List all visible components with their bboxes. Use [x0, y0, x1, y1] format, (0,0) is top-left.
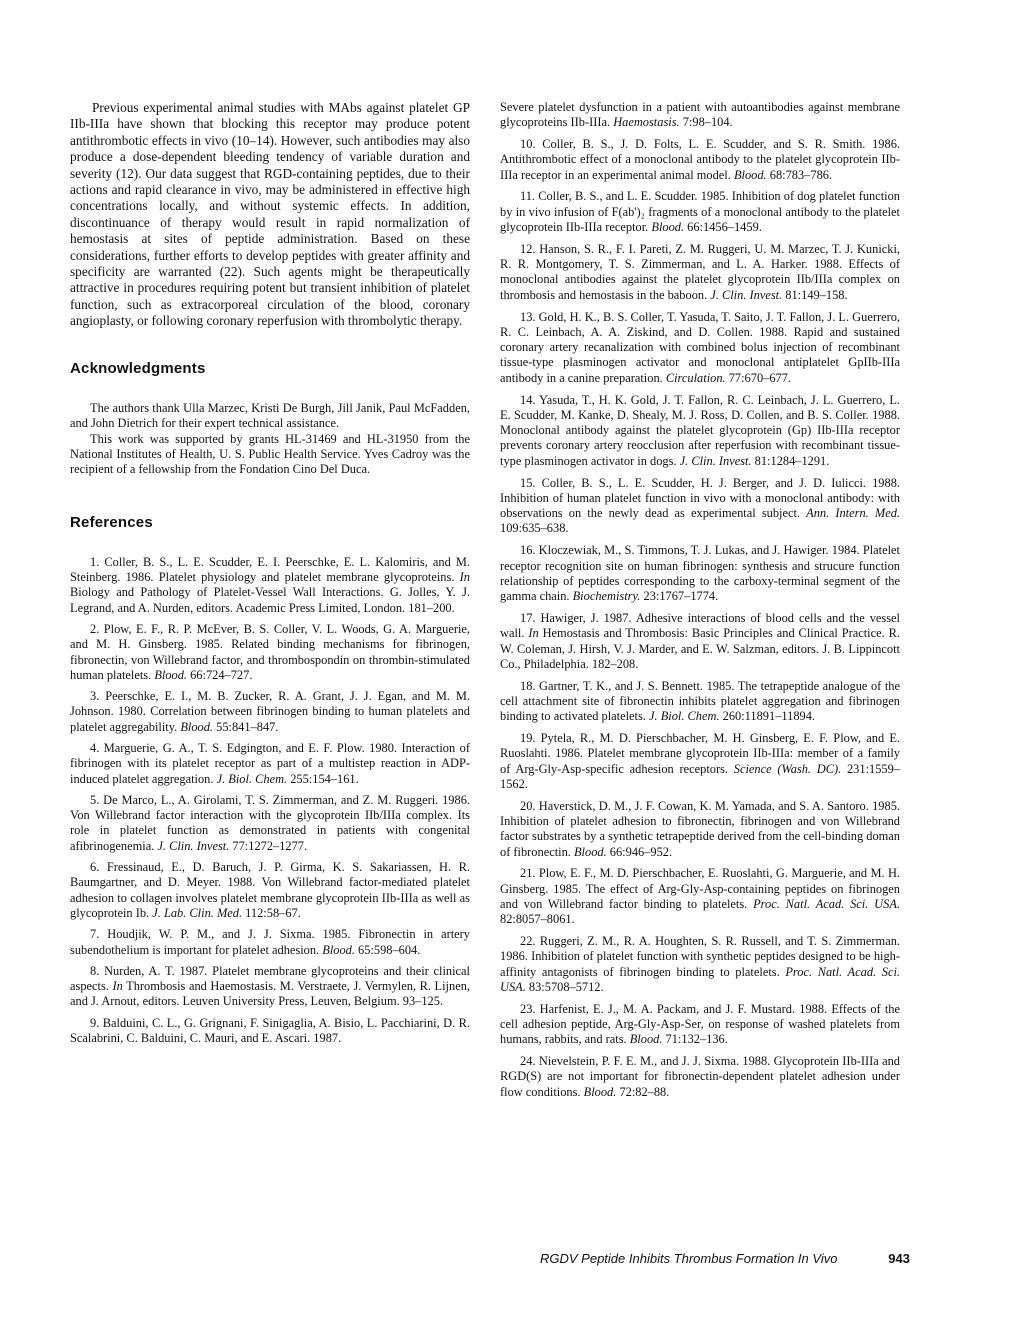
reference-text: 6. Fressinaud, E., D. Baruch, J. P. Girma, K. S. Sakariassen, H. R. Baumgartner, and D. Meyer. 1988. Von Willebrand factor-mediated platelet adhesion to collagen involves platelet membrane glycoprotein IIb-IIIa as well as glycoprotein Ib.	[70, 860, 470, 920]
reference-source: J. Clin. Invest.	[710, 287, 783, 302]
reference-citation: 77:1272–1277.	[229, 838, 308, 853]
reference-item	[70, 741, 470, 787]
reference-text: 19. Pytela, R., M. D. Pierschbacher, M. H. Ginsberg, E. F. Plow, and E. Ruoslahti. 1986. Platelet membrane glycoprotein IIb-IIIa: member of a family of Arg-Gly-Asp-specific adhesion receptors.	[500, 730, 900, 776]
reference-source: Blood.	[154, 667, 188, 682]
reference-text: 3. Peerschke, E. I., M. B. Zucker, R. A. Grant, J. J. Egan, and M. M. Johnson. 1980. Correlation between fibrinogen binding to human platelets and platelet aggregability.	[70, 689, 470, 734]
reference-item	[70, 964, 470, 1010]
reference-list-left	[70, 555, 470, 1047]
reference-source: In	[528, 626, 539, 641]
reference-source: J. Clin. Invest.	[679, 453, 752, 468]
acknowledgments-paragraph-1: The authors thank Ulla Marzec, Kristi De Burgh, Jill Janik, Paul McFadden, and John Dietrich for their expert technical assistance.	[70, 400, 470, 431]
reference-citation: 83:5708–5712.	[525, 979, 604, 994]
acknowledgments-paragraph-2: This work was supported by grants HL-31469 and HL-31950 from the National Institutes of Health, U. S. Public Health Service. Yves Cadroy was the recipient of a fellowship from the Fondation Cino Del Duca.	[70, 431, 470, 477]
reference-item	[500, 1002, 900, 1048]
reference-text: 14. Yasuda, T., H. K. Gold, J. T. Fallon, R. C. Leinbach, J. L. Guerrero, L. E. Scudder, M. Kanke, D. Shealy, M. J. Ross, D. Collen, and B. S. Coller. 1988. Monoclonal antibody against the platelet glycoprotein (Gp) IIb-IIIa receptor prevents coronary artery reocclusion after reperfusion with recombinant tissue-type plasminogen activator in dogs.	[500, 392, 900, 468]
reference-item	[70, 860, 470, 921]
reference-source: Biochemistry.	[572, 589, 641, 604]
reference-citation: 81:149–158.	[782, 287, 848, 302]
body-paragraph: Previous experimental animal studies with MAbs against platelet GP IIb-IIIa have shown that blocking this receptor may produce potent antithrombotic effects in vivo (10–14). However, such antibodies may also produce a dose-dependent bleeding tendency of variable duration and severity (12). Our data suggest that RGD-containing peptides, due to their actions and rapid clearance in vivo, may be administered in effective high concentrations locally, and without systemic effects. In addition, discontinuance of therapy would result in rapid normalization of hemostasis at sites of peptide administration. Based on these considerations, further efforts to develop peptides with greater affinity and specificity are warranted (22). Such agents might be therapeutically attractive in procedures requiring potent but transient inhibition of platelet function, such as extracorporeal circulation of the blood, coronary angioplasty, or following coronary reperfusion with thrombolytic therapy.	[70, 100, 470, 329]
reference-item	[70, 793, 470, 854]
reference-citation: Hemostasis and Thrombosis: Basic Principles and Clinical Practice. R. W. Coleman, J. Hirsh, V. J. Marder, and E. W. Salzman, editors. J. B. Lippincott Co., Philadelphia. 182–208.	[500, 626, 900, 671]
acknowledgments-heading: Acknowledgments	[70, 359, 206, 377]
reference-text: 4. Marguerie, G. A., T. S. Edgington, and E. F. Plow. 1980. Interaction of fibrinogen with its platelet receptor as part of a multistep reaction in ADP-induced platelet aggregation.	[70, 740, 470, 786]
reference-source: Blood.	[583, 1084, 617, 1099]
reference-item	[500, 866, 900, 927]
reference-text: 21. Plow, E. F., M. D. Pierschbacher, E. Ruoslahti, G. Marguerie, and M. H. Ginsberg. 1985. The effect of Arg-Gly-Asp-containing peptides on fibrinogen and von Willebrand factor binding to platelets.	[500, 866, 900, 911]
reference-item	[70, 555, 470, 616]
reference-item	[500, 1054, 900, 1100]
reference-citation: 66:1456–1459.	[684, 220, 762, 235]
reference-citation: 68:783–786.	[766, 167, 833, 182]
reference-text: 7. Houdjik, W. P. M., and J. J. Sixma. 1985. Fibronectin in artery subendothelium is important for platelet adhesion.	[70, 927, 470, 957]
reference-source: Blood.	[651, 220, 685, 235]
reference-citation: 66:724–727.	[187, 667, 253, 682]
reference-citation: 109:635–638.	[500, 521, 569, 536]
reference-citation: 7:98–104.	[679, 115, 733, 130]
reference-item	[70, 689, 470, 735]
reference-item	[500, 679, 900, 725]
reference-source: Proc. Natl. Acad. Sci. USA.	[753, 896, 900, 911]
reference-source: Science (Wash. DC).	[733, 761, 842, 776]
reference-citation: 231:1559–1562.	[500, 761, 900, 791]
reference-source: Blood.	[180, 719, 214, 734]
reference-item	[500, 189, 900, 235]
reference-text: Severe platelet dysfunction in a patient with autoantibodies against membrane glycoproteins IIb-IIIa.	[500, 100, 900, 130]
reference-source: Proc. Natl. Acad. Sci. USA.	[500, 964, 900, 994]
reference-citation: 65:598–604.	[354, 942, 421, 957]
reference-item	[70, 927, 470, 958]
reference-item	[500, 934, 900, 995]
reference-text: 24. Nievelstein, P. F. E. M., and J. J. Sixma. 1988. Glycoprotein IIb-IIIa and RGD(S) are not important for fibronectin-dependent platelet adhesion under flow conditions.	[500, 1054, 900, 1099]
reference-item	[500, 731, 900, 792]
reference-source: Blood.	[629, 1032, 663, 1047]
running-title: RGDV Peptide Inhibits Thrombus Formation In Vivo	[540, 1251, 838, 1266]
reference-source: J. Biol. Chem.	[649, 709, 720, 724]
reference-item	[500, 137, 900, 183]
reference-source: Blood.	[733, 167, 767, 182]
reference-item	[70, 622, 470, 683]
reference-text: 1. Coller, B. S., L. E. Scudder, E. I. Peerschke, E. L. Kalomiris, and M. Steinberg. 1986. Platelet physiology and platelet membrane glycoproteins.	[70, 554, 470, 585]
reference-citation: 260:11891–11894.	[719, 709, 815, 724]
reference-source: In	[112, 979, 123, 994]
reference-text: 23. Harfenist, E. J., M. A. Packam, and J. F. Mustard. 1988. Effects of the cell adhesion peptide, Arg-Gly-Asp-Ser, on response of washed platelets from humans, rabbits, and rats.	[500, 1001, 900, 1047]
reference-citation: 77:670–677.	[725, 370, 792, 385]
reference-item	[500, 799, 900, 860]
reference-text: 16. Kloczewiak, M., S. Timmons, T. J. Lukas, and J. Hawiger. 1984. Platelet receptor recognition site on human fibrinogen: synthesis and strucure function relationship of peptides corresponding to the carboxy-terminal segment of the gamma chain.	[500, 543, 900, 604]
reference-source: J. Clin. Invest.	[157, 838, 230, 853]
references-heading: References	[70, 513, 153, 531]
reference-citation: 71:132–136.	[662, 1032, 728, 1047]
reference-item	[70, 1016, 470, 1047]
left-column	[70, 100, 470, 1052]
reference-citation: 81:1284–1291.	[751, 453, 830, 468]
reference-source: Circulation.	[665, 370, 726, 385]
reference-text: 5. De Marco, L., A. Girolami, T. S. Zimmerman, and Z. M. Ruggeri. 1986. Von Willebrand factor interaction with the glycoprotein IIb/IIIa complex. Its role in platelet function as demonstrated in patients with congenital afibrinogenemia.	[70, 792, 470, 853]
reference-item	[500, 611, 900, 672]
reference-source: Haemostasis.	[613, 115, 680, 130]
reference-text: 8. Nurden, A. T. 1987. Platelet membrane glycoproteins and their clinical aspects.	[70, 963, 470, 994]
reference-text: 10. Coller, B. S., J. D. Folts, L. E. Scudder, and S. R. Smith. 1986. Antithrombotic effect of a monoclonal antibody to the platelet glycoprotein IIb-IIIa receptor in an experimental animal model.	[500, 137, 900, 182]
reference-item	[500, 242, 900, 303]
page-number: 943	[888, 1251, 910, 1266]
reference-text: 15. Coller, B. S., L. E. Scudder, H. J. Berger, and J. D. Iulicci. 1988. Inhibition of human platelet function in vivo with a monoclonal antibody: with observations on the newly dead as experimental subject.	[500, 475, 900, 521]
reference-source: J. Lab. Clin. Med.	[152, 905, 243, 920]
reference-citation: 82:8057–8061.	[500, 912, 575, 927]
reference-citation: Biology and Pathology of Platelet-Vessel Wall Interactions. G. Jolles, Y. J. Legrand, and A. Nurden, editors. Academic Press Limited, London. 181–200.	[70, 585, 470, 615]
reference-text: 17. Hawiger, J. 1987. Adhesive interactions of blood cells and the vessel wall.	[500, 610, 900, 641]
reference-item	[500, 543, 900, 604]
reference-citation: 255:154–161.	[287, 771, 359, 786]
reference-source: In	[459, 570, 470, 585]
reference-text: 18. Gartner, T. K., and J. S. Bennett. 1985. The tetrapeptide analogue of the cell attachment site of fibronectin inhibits platelet aggregation and fibrinogen binding to activated platelets.	[500, 678, 900, 724]
reference-item	[500, 100, 900, 131]
reference-text: 20. Haverstick, D. M., J. F. Cowan, K. M. Yamada, and S. A. Santoro. 1985. Inhibition of platelet adhesion to fibronectin, fibrinogen and von Willebrand factor substrates by a synthetic tetrapeptide derived from the cell-binding doman of fibronectin.	[500, 798, 900, 859]
reference-source: Blood.	[573, 844, 607, 859]
reference-citation: 66:946–952.	[606, 844, 673, 859]
reference-item	[500, 310, 900, 386]
reference-text: 11. Coller, B. S., and L. E. Scudder. 1985. Inhibition of dog platelet function by in vivo infusion of F(ab')₂ fragments of a monoclonal antibody to the platelet glycoprotein IIb-IIIa receptor.	[500, 189, 900, 235]
reference-source: Ann. Intern. Med.	[806, 506, 900, 521]
reference-source: J. Biol. Chem.	[216, 771, 288, 786]
reference-item	[500, 476, 900, 537]
right-column	[500, 100, 900, 1107]
reference-citation: 112:58–67.	[242, 905, 301, 920]
reference-citation: 55:841–847.	[213, 719, 279, 734]
reference-citation: 72:82–88.	[616, 1084, 670, 1099]
reference-text: 22. Ruggeri, Z. M., R. A. Houghten, S. R. Russell, and T. S. Zimmerman. 1986. Inhibition of platelet function with synthetic peptides designed to be high-affinity antagonists of fibrinogen binding to platelets.	[500, 934, 900, 979]
reference-text: 2. Plow, E. F., R. P. McEver, B. S. Coller, V. L. Woods, G. A. Marguerie, and M. H. Ginsberg. 1985. Related binding mechanisms for fibrinogen, fibronectin, von Willebrand factor, and thrombospondin on thrombin-stimulated human platelets.	[70, 621, 470, 682]
reference-text: 13. Gold, H. K., B. S. Coller, T. Yasuda, T. Saito, J. T. Fallon, J. L. Guerrero, R. C. Leinbach, A. A. Ziskind, and D. Collen. 1988. Rapid and sustained coronary artery recanalization with combined bolus injection of recombinant tissue-type plasminogen activator and monoclonal antiplatelet GpIIb-IIIa antibody in a canine preparation.	[500, 309, 900, 385]
reference-list-right	[500, 100, 900, 1100]
reference-text: 9. Balduini, C. L., G. Grignani, F. Sinigaglia, A. Bisio, L. Pacchiarini, D. R. Scalabrini, C. Balduini, C. Mauri, and E. Ascari. 1987.	[70, 1015, 470, 1046]
reference-source: Blood.	[322, 942, 355, 957]
reference-citation: 23:1767–1774.	[640, 589, 719, 604]
reference-item	[500, 393, 900, 469]
reference-citation: Thrombosis and Haemostasis. M. Verstraete, J. Vermylen, R. Lijnen, and J. Arnout, editors. Leuven University Press, Leuven, Belgium. 93–125.	[70, 979, 470, 1009]
reference-text: 12. Hanson, S. R., F. I. Pareti, Z. M. Ruggeri, U. M. Marzec, T. J. Kunicki, R. R. Montgomery, T. S. Zimmerman, and L. A. Harker. 1988. Effects of monoclonal antibodies against the platelet glycoprotein IIb/IIIa complex on thrombosis and hemostasis in the baboon.	[500, 241, 900, 302]
